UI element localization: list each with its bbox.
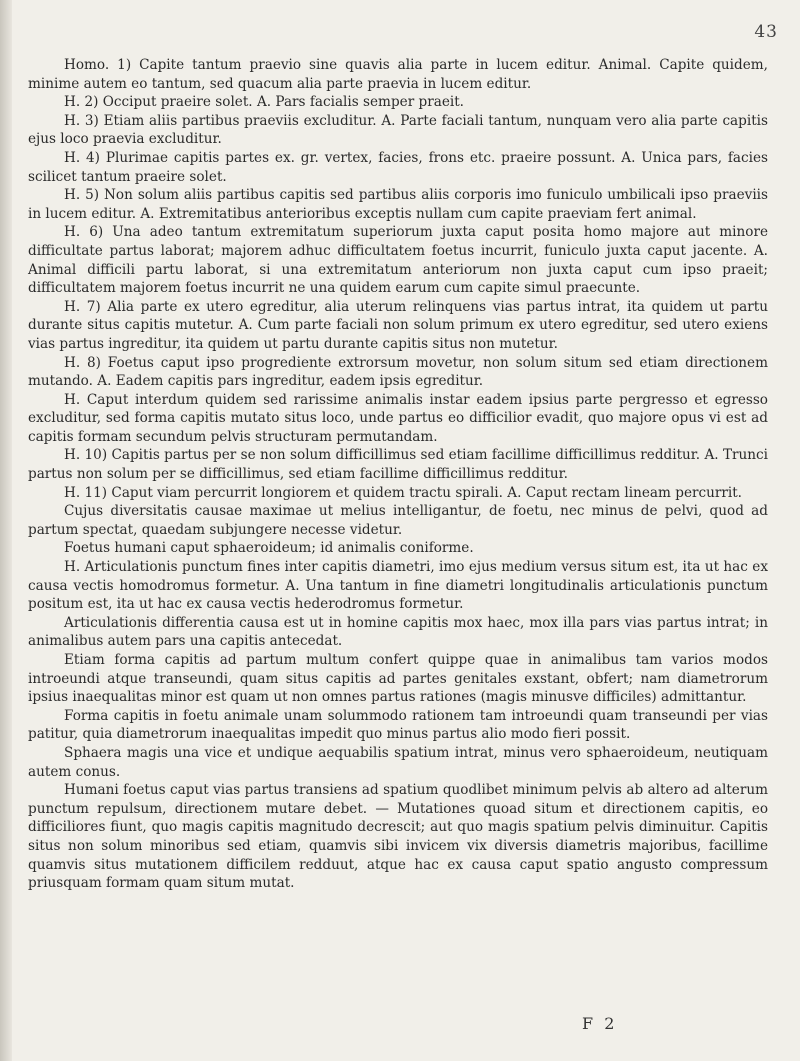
paragraph-12: Cujus diversitatis causae maximae ut melius intelligantur, de foetu, nec minus de pelvi, quod ad partum spectat, quaedam subjungere necesse videtur. — [28, 503, 768, 538]
signature-mark: F 2 — [582, 1014, 618, 1033]
paragraph-3: H. 3) Etiam aliis partibus praeviis excluditur. A. Parte faciali tantum, nunquam vero alia parte capitis ejus loco praevia excluditur. — [28, 112, 768, 148]
paragraph-8: H. 8) Foetus caput ipso progrediente extrorsum movetur, non solum situm sed etiam directionem mutando. A. Eadem capitis pars ingreditur, eadem ipsis egreditur. — [28, 354, 768, 390]
paragraph-5: H. 5) Non solum aliis partibus capitis sed partibus aliis corporis imo funiculo umbilicali ipso praeviis in lucem editur. A. Extremitatibus anterioribus exceptis nullam cum capite praeviam fert animal. — [28, 187, 768, 222]
book-gutter-shadow — [0, 0, 12, 1061]
paragraph-15: Articulationis differentia causa est ut in homine capitis mox haec, mox illa pars vias partus intrat; in animalibus autem pars una capitis antecedat. — [28, 614, 768, 650]
page-number: 43 — [754, 22, 778, 42]
paragraph-1: Homo. 1) Capite tantum praevio sine quavis alia parte in lucem editur. Animal. Capite quidem, minime autem eo tantum, sed quacum alia parte praevia in lucem editur. — [28, 57, 768, 92]
paragraph-11: H. 11) Caput viam percurrit longiorem et quidem tractu spirali. A. Caput rectam lineam percurrit. — [64, 484, 742, 501]
paragraph-18: Sphaera magis una vice et undique aequabilis spatium intrat, minus vero sphaeroideum, neutiquam autem conus. — [28, 744, 768, 780]
paragraph-9: H. Caput interdum quidem sed rarissime animalis instar eadem ipsius parte pergresso et egresso excluditur, sed forma capitis mutato situs loco, unde partus eo difficilior evadit, quo majore opus vi est ad capitis formam secundum pelvis structuram permutandam. — [28, 391, 768, 445]
paragraph-19: Humani foetus caput vias partus transiens ad spatium quodlibet minimum pelvis ab altero ad alterum punctum repulsum, directionem mutare debet. — Mutationes quoad situm et directionem capitis, eo difficiliores fiunt, quo magis capitis magnitudo decrescit; aut quo magis spatium pelvis diminuitur. Capitis situs non solum minoribus sed etiam, quamvis sibi invicem vix diversis diametris majoribus, facillime quamvis situs mutationem difficilem redduut, atque hac ex causa caput spatio angusto compressum priusquam formam quam situm mutat. — [28, 782, 768, 892]
paragraph-4: H. 4) Plurimae capitis partes ex. gr. vertex, facies, frons etc. praeire possunt. A. Unica pars, facies scilicet tantum praeire solet. — [28, 149, 768, 185]
paragraph-17: Forma capitis in foetu animale unam solummodo rationem tam introeundi quam transeundi per vias patitur, quia diametrorum inaequalitas impedit quo minus partus alio modo fieri possit. — [28, 707, 768, 743]
paragraph-10: H. 10) Capitis partus per se non solum difficillimus sed etiam facillime difficillimus redditur. A. Trunci partus non solum per se difficillimus, sed etiam facillime difficillimus redditur. — [28, 447, 768, 483]
paragraph-14: H. Articulationis punctum fines inter capitis diametri, imo ejus medium versus situm est, ita ut hac ex causa vectis homodromus formetur. A. Una tantum in fine diametri longitudinalis articulationis punctum positum est, ita ut hac ex causa vectis hederodromus formetur. — [28, 559, 768, 613]
paragraph-6: H. 6) Una adeo tantum extremitatum superiorum juxta caput posita homo majore aut minore difficultate partus laborat; majorem adhuc difficultatem foetus incurrit, funiculo juxta caput jacente. A. Animal difficili partu laborat, si una extremitatum anteriorum non juxta caput cum ipso praeit; difficultatem majorem foetus incurrit ne una quidem earum cum capite simul praecunte. — [28, 224, 768, 297]
body-text — [28, 56, 768, 893]
paragraph-7: H. 7) Alia parte ex utero egreditur, alia uterum relinquens vias partus intrat, ita quidem ut partu durante situs capitis mutetur. A. Cum parte faciali non solum primum ex utero egreditur, sed utero exiens vias partus ingreditur, ita quidem ut partu durante capitis situs non mutetur. — [28, 298, 768, 352]
paragraph-13: Foetus humani caput sphaeroideum; id animalis coniforme. — [64, 540, 474, 557]
paragraph-16: Etiam forma capitis ad partum multum confert quippe quae in animalibus tam varios modos introeundi atque transeundi, quam situs capitis ad partes genitales exstant, obfert; nam diametrorum ipsius inaequalitas minor est quam ut non omnes partus rationes (magis minusve difficiles) admittantur. — [28, 652, 768, 706]
paragraph-2: H. 2) Occiput praeire solet. A. Pars facialis semper praeit. — [64, 94, 464, 111]
